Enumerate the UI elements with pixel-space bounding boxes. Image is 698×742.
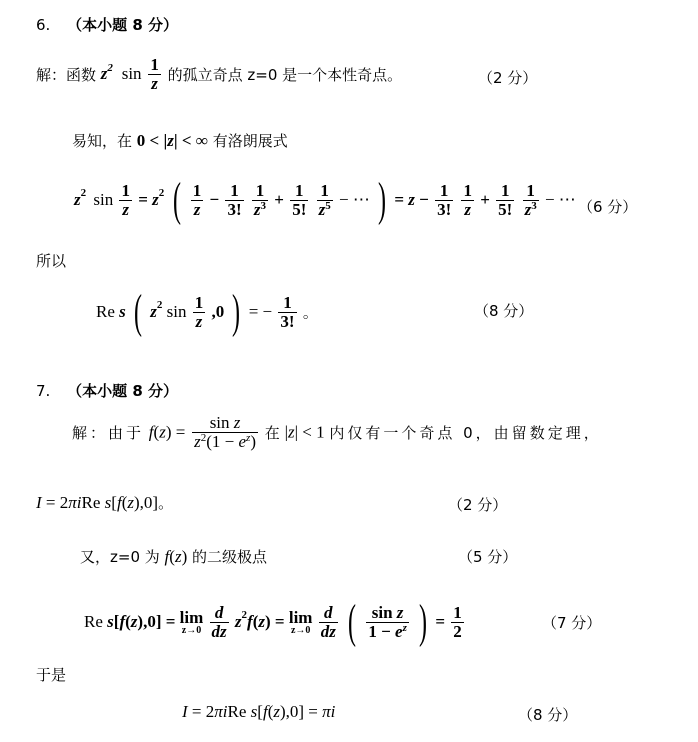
q6-score-1: （2 分） xyxy=(478,69,538,87)
q7-f-fraction: $\frac{\text{sin z}}{z^2(1 - e^z)}$ xyxy=(194,413,256,451)
q7-score-4: （8 分） xyxy=(518,706,578,724)
q6-header xyxy=(36,14,178,35)
q7-pole-fz: f(z) xyxy=(164,547,188,566)
q6-fraction: $\frac{1}{z}$ xyxy=(150,55,159,93)
q7-title: （本小题 8 分） xyxy=(67,382,178,400)
q6-laurent-intro xyxy=(72,130,288,151)
q7-pole-line xyxy=(80,546,267,567)
q7-fz: f xyxy=(148,422,154,442)
q7-header xyxy=(36,380,178,401)
q6-solution-prefix: 解：函数 xyxy=(36,65,97,84)
q6-solution-line xyxy=(36,56,402,93)
q6-so: 所以 xyxy=(36,252,67,270)
q7-solution-prefix: 解：由于 xyxy=(72,423,145,442)
q7-final: I = 2πiRe s[f(z),0] = πi xyxy=(182,702,336,721)
q7-pole-suffix: 的二级极点 xyxy=(192,548,268,566)
q6-fn-z: $z^2$ xyxy=(100,62,113,84)
q6-laurent-series: $z^2$ sin $\frac{1}{z}$ = $z^2$ ( $\frac{1}{z}$ − $\frac{1}{3!}$ $\frac{1}{z^3}$ + $\frac{1}{5!}$ $\frac{1}{z^5}$ − ⋯ ) = z − $\frac{1}{3!}$ $\frac{1}{z}$ + $\frac{1}{5!}$ $\frac{1}{z^3}$ − ⋯ xyxy=(74,173,576,226)
q7-pole-prefix: 又，z=0 为 xyxy=(80,548,160,566)
q6-title: （本小题 8 分） xyxy=(67,16,178,34)
q7-score-1: （2 分） xyxy=(448,496,508,514)
q6-number: 6. xyxy=(36,16,51,34)
q7-condition: |z| < 1 xyxy=(284,422,325,442)
q7-fz-arg: (z) = xyxy=(153,422,186,442)
q7-mid-a: 在 xyxy=(264,423,280,442)
q7-mid-b: 内仅有一个奇点 0，由留数定理， xyxy=(329,423,602,442)
q6-score-2: （6 分） xyxy=(578,198,638,216)
q7-solution-line xyxy=(72,414,602,451)
q7-score-3: （7 分） xyxy=(542,614,602,632)
q6-sin: sin xyxy=(121,64,142,84)
q6-residue: Re s ( $z^2$ sin $\frac{1}{z}$ ,0 ) = − $\frac{1}{3!}$ 。 xyxy=(96,285,318,338)
q7-residue-limit: Re s[f(z),0] = lim z→0 $\frac{d}{dz}$ $z^2f(z) = \lim$ z→0 $\frac{d}{dz}$ ( $\frac{\text{sin z}}{1 - e^z}$ ) = $\frac{1}{2}$ xyxy=(84,595,462,648)
q6-laurent-prefix: 易知，在 xyxy=(72,132,133,150)
q6-solution-suffix: 的孤立奇点 z=0 是一个本性奇点。 xyxy=(167,65,403,84)
q7-therefore: 于是 xyxy=(36,666,67,684)
q6-region: 0 < |z| < ∞ xyxy=(136,131,208,150)
q7-number: 7. xyxy=(36,382,51,400)
q6-score-3: （8 分） xyxy=(474,302,534,320)
q7-score-2: （5 分） xyxy=(458,548,518,566)
q6-laurent-suffix: 有洛朗展式 xyxy=(212,132,288,150)
q7-I-equation: I = 2πiRe s[f(z),0]。 xyxy=(36,493,174,512)
